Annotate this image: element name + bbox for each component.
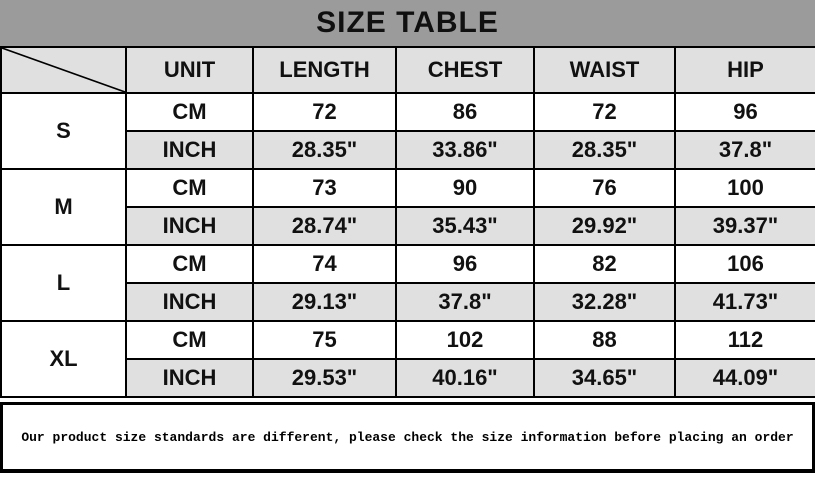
column-header-unit: UNIT bbox=[126, 47, 253, 93]
value-cell-s-cm-hip: 96 bbox=[675, 93, 815, 131]
value-cell-m-inch-hip: 39.37" bbox=[675, 207, 815, 245]
size-label-xl: XL bbox=[1, 321, 126, 397]
value-cell-m-cm-waist: 76 bbox=[534, 169, 675, 207]
size-label-s: S bbox=[1, 93, 126, 169]
value-cell-l-cm-hip: 106 bbox=[675, 245, 815, 283]
value-cell-xl-inch-waist: 34.65" bbox=[534, 359, 675, 397]
size-table bbox=[0, 46, 815, 398]
value-cell-m-inch-length: 28.74" bbox=[253, 207, 396, 245]
value-cell-s-inch-length: 28.35" bbox=[253, 131, 396, 169]
column-header-waist: WAIST bbox=[534, 47, 675, 93]
value-cell-xl-cm-length: 75 bbox=[253, 321, 396, 359]
size-label-m: M bbox=[1, 169, 126, 245]
value-cell-s-inch-chest: 33.86" bbox=[396, 131, 534, 169]
diagonal-line-icon bbox=[2, 48, 125, 92]
value-cell-m-cm-length: 73 bbox=[253, 169, 396, 207]
unit-cell-inch: INCH bbox=[126, 283, 253, 321]
value-cell-s-inch-hip: 37.8" bbox=[675, 131, 815, 169]
value-cell-xl-inch-hip: 44.09" bbox=[675, 359, 815, 397]
value-cell-xl-inch-length: 29.53" bbox=[253, 359, 396, 397]
column-header-hip: HIP bbox=[675, 47, 815, 93]
value-cell-l-inch-waist: 32.28" bbox=[534, 283, 675, 321]
value-cell-s-inch-waist: 28.35" bbox=[534, 131, 675, 169]
value-cell-l-cm-chest: 96 bbox=[396, 245, 534, 283]
row-s-cm bbox=[1, 93, 815, 131]
unit-cell-cm: CM bbox=[126, 245, 253, 283]
value-cell-l-inch-length: 29.13" bbox=[253, 283, 396, 321]
footer-note bbox=[0, 402, 815, 473]
value-cell-xl-cm-chest: 102 bbox=[396, 321, 534, 359]
row-xl-cm bbox=[1, 321, 815, 359]
page-title: SIZE TABLE bbox=[316, 6, 499, 39]
value-cell-l-inch-hip: 41.73" bbox=[675, 283, 815, 321]
unit-cell-inch: INCH bbox=[126, 207, 253, 245]
value-cell-xl-cm-hip: 112 bbox=[675, 321, 815, 359]
unit-cell-inch: INCH bbox=[126, 359, 253, 397]
value-cell-l-cm-length: 74 bbox=[253, 245, 396, 283]
value-cell-m-cm-chest: 90 bbox=[396, 169, 534, 207]
value-cell-s-cm-length: 72 bbox=[253, 93, 396, 131]
diagonal-header-cell bbox=[1, 47, 126, 93]
value-cell-xl-inch-chest: 40.16" bbox=[396, 359, 534, 397]
row-m-cm bbox=[1, 169, 815, 207]
value-cell-l-cm-waist: 82 bbox=[534, 245, 675, 283]
unit-cell-inch: INCH bbox=[126, 131, 253, 169]
header-row bbox=[1, 47, 815, 93]
column-header-length: LENGTH bbox=[253, 47, 396, 93]
value-cell-s-cm-chest: 86 bbox=[396, 93, 534, 131]
unit-cell-cm: CM bbox=[126, 321, 253, 359]
footer-note-text: Our product size standards are different, please check the size information before placing an order bbox=[21, 429, 794, 445]
unit-cell-cm: CM bbox=[126, 93, 253, 131]
size-label-l: L bbox=[1, 245, 126, 321]
value-cell-m-inch-chest: 35.43" bbox=[396, 207, 534, 245]
column-header-chest: CHEST bbox=[396, 47, 534, 93]
unit-cell-cm: CM bbox=[126, 169, 253, 207]
value-cell-m-cm-hip: 100 bbox=[675, 169, 815, 207]
value-cell-xl-cm-waist: 88 bbox=[534, 321, 675, 359]
value-cell-l-inch-chest: 37.8" bbox=[396, 283, 534, 321]
row-l-cm bbox=[1, 245, 815, 283]
value-cell-s-cm-waist: 72 bbox=[534, 93, 675, 131]
value-cell-m-inch-waist: 29.92" bbox=[534, 207, 675, 245]
title-bar bbox=[0, 0, 815, 46]
